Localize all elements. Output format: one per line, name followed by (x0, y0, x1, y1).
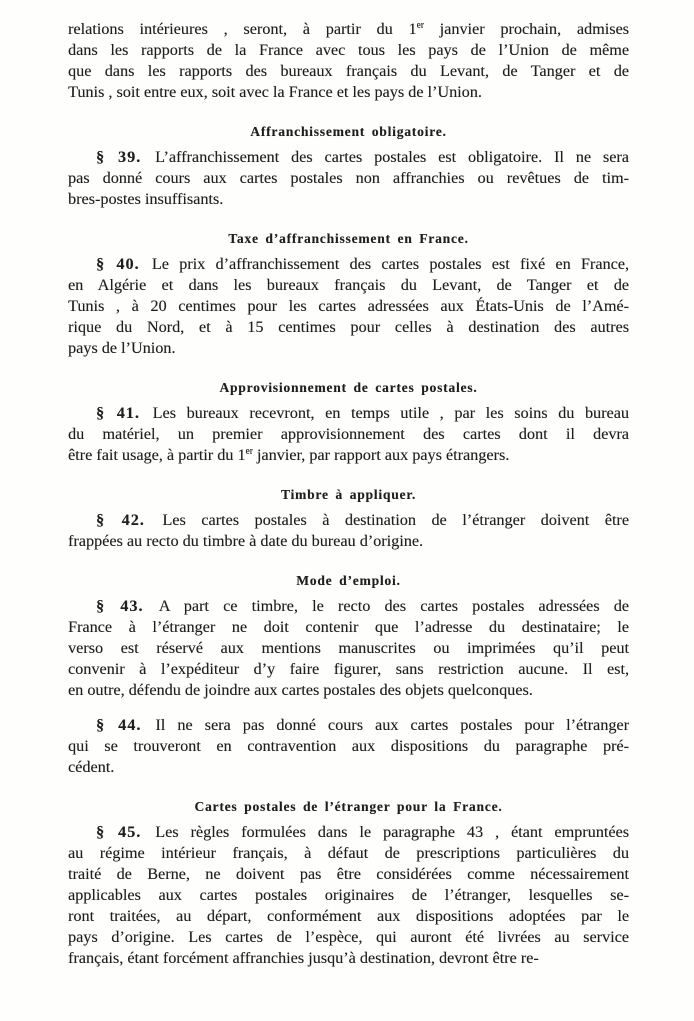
text-line: en outre, défendu de joindre aux cartes postales des objets quelconques. (68, 681, 533, 699)
paragraph-number: § 40. (96, 255, 140, 273)
text-line: § 40. Le prix d’affranchissement des cartes postales est fixé en France, (96, 255, 630, 273)
text-line: qui se trouveront en contravention aux dispositions du paragraphe pré- (68, 737, 629, 755)
text-line: dans les rapports de la France avec tous les pays de l’Union de même (68, 41, 629, 59)
text-line: § 45. Les règles formulées dans le paragraphe 43 , étant empruntées (96, 823, 630, 841)
superscript-er: er (245, 446, 253, 457)
paragraph (68, 822, 629, 969)
text-line: France à l’étranger ne doit contenir que l’adresse du destinataire; le (68, 618, 629, 636)
paragraph (68, 596, 629, 701)
text-line: convenir à l’expéditeur d’y faire figurer, sans restriction aucune. Il est, (68, 660, 629, 678)
superscript-er: er (416, 20, 424, 31)
text-line: français, étant forcément affranchies jusqu’à destination, devront être re- (68, 949, 539, 967)
text-line: bres-postes insuffisants. (68, 190, 224, 208)
text-line: cédent. (68, 758, 115, 776)
section-heading: Taxe d’affranchissement en France. (228, 231, 469, 246)
text-column (68, 19, 629, 969)
paragraph-number: § 45. (96, 823, 142, 841)
text-line: pays d’origine. Les cartes de l’espèce, qui auront été livrées au service (68, 928, 629, 946)
paragraph-number: § 44. (96, 716, 142, 734)
text-line: du matériel, un premier approvisionnement des cartes dont il devra (68, 425, 629, 443)
text-line: applicables aux cartes postales originaires de l’étranger, lesquelles se- (68, 886, 629, 904)
text-line: au régime intérieur français, à défaut de prescriptions particulières du (68, 844, 629, 862)
section-heading: Cartes postales de l’étranger pour la France. (194, 799, 503, 814)
text-line: être fait usage, à partir du 1er janvier, par rapport aux pays étrangers. (68, 446, 510, 464)
text-line: traité de Berne, ne doivent pas être considérées comme nécessairement (68, 865, 629, 883)
text-line: pas donné cours aux cartes postales non affranchies ou revêtues de tim- (68, 169, 629, 187)
paragraph (68, 147, 629, 210)
text-line: frappées au recto du timbre à date du bureau d’origine. (68, 532, 424, 550)
text-line: § 41. Les bureaux recevront, en temps utile , par les soins du bureau (96, 404, 629, 422)
paragraph (68, 403, 629, 466)
text-line: en Algérie et dans les bureaux français du Levant, de Tanger et de (68, 276, 629, 294)
text-line: § 43. A part ce timbre, le recto des cartes postales adressées de (96, 597, 629, 615)
section-heading: Mode d’emploi. (296, 573, 401, 588)
paragraph-number: § 43. (96, 597, 144, 615)
paragraph-number: § 41. (96, 404, 140, 422)
section-heading: Timbre à appliquer. (280, 487, 417, 502)
text-line: rique du Nord, et à 15 centimes pour celles à destination des autres (68, 318, 629, 336)
text-line: verso est réservé aux mentions manuscrites ou imprimées qu’il peut (68, 639, 629, 657)
paragraph-number: § 39. (96, 148, 142, 166)
section-heading: Affranchissement obligatoire. (250, 124, 447, 139)
paragraph-number: § 42. (96, 511, 145, 529)
text-line: Tunis , à 20 centimes pour les cartes adressées aux États-Unis de l’Amé- (68, 297, 629, 315)
text-line: pays de l’Union. (68, 339, 176, 357)
text-line: § 44. Il ne sera pas donné cours aux cartes postales pour l’étranger (96, 716, 630, 734)
paragraph (68, 715, 629, 778)
text-line: que dans les rapports des bureaux français du Levant, de Tanger et de (68, 62, 629, 80)
text-line: ront traitées, au départ, conformément aux dispositions adoptées par le (68, 907, 629, 925)
text-line: Tunis , soit entre eux, soit avec la France et les pays de l’Union. (68, 83, 482, 101)
paragraph (68, 254, 629, 359)
section-heading: Approvisionnement de cartes postales. (219, 380, 478, 395)
text-line: § 39. L’affranchissement des cartes postales est obligatoire. Il ne sera (96, 148, 629, 166)
paragraph (68, 19, 629, 103)
paragraph (68, 510, 629, 552)
text-line: § 42. Les cartes postales à destination de l’étranger doivent être (96, 511, 630, 529)
text-line: relations intérieures , seront, à partir du 1er janvier prochain, admises (68, 20, 629, 38)
